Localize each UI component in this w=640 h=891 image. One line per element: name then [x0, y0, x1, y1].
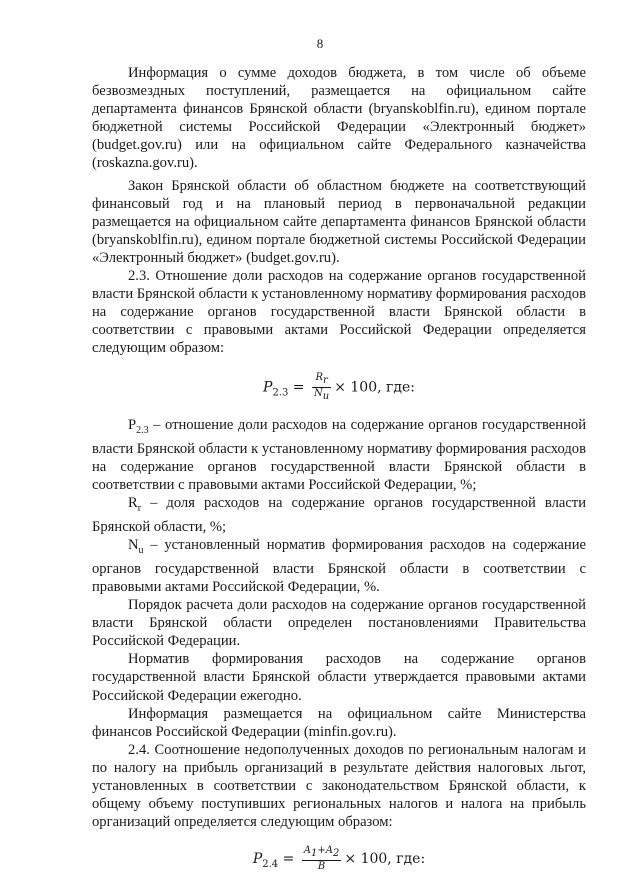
page-number: 8	[316, 36, 324, 51]
numerator-a1: A	[303, 845, 312, 857]
formula-denominator	[312, 388, 331, 403]
formula2-lhs-sub: 2.4	[262, 859, 279, 871]
formula-fraction	[312, 372, 331, 403]
numerator-plus: +	[317, 845, 326, 857]
numerator-a2: A	[325, 845, 334, 857]
denominator-symbol: N	[314, 387, 323, 399]
paragraph-calculation-order: Порядок расчета доли расходов на содержание органов государственной власти Брянской области определен постановлениями Правительства Российской Федерации.	[92, 597, 586, 650]
numerator-a2-sub: 2	[333, 848, 340, 860]
formula-numerator	[312, 372, 331, 388]
paragraph-budget-law-info: Закон Брянской области об областном бюджете на соответствующий финансовый год и на плановый период в первоначальной редакции размещается на официальном сайте департамента финансов Брянской области (bryanskoblfin.ru), едином портале бюджетной системы Российской Федерации «Электронный бюджет» (budget.gov.ru).	[92, 177, 586, 266]
def-n-text: – установленный норматив формирования расходов на содержание органов государственной власти Брянской области в соответствии с правовыми актами Российской Федерации, %.	[92, 536, 586, 595]
paragraph-def-n-u	[92, 536, 586, 596]
numerator-a1-sub: 1	[311, 848, 318, 860]
formula2-lhs: P	[252, 851, 263, 868]
symbol-p-sub: 2.3	[136, 424, 149, 436]
paragraph-section-2-3: 2.3. Отношение доли расходов на содержание органов государственной власти Брянской области к установленному нормативу формирования расходов на содержание органов государственной власти Брянской области в соответствии с правовыми актами Российской Федерации определяется следующим образом:	[92, 268, 586, 357]
symbol-r-sub: r	[137, 502, 142, 514]
def-r-text: – доля расходов на содержание органов государственной власти Брянской области, %;	[92, 494, 586, 535]
symbol-r: R	[128, 494, 138, 511]
symbol-n: N	[128, 536, 139, 553]
formula2-denominator	[302, 861, 342, 873]
formula-p-2-4	[92, 845, 586, 874]
paragraph-def-r-r	[92, 494, 586, 536]
denominator-b: B	[317, 861, 326, 873]
numerator-symbol: R	[315, 371, 323, 383]
formula2-fraction	[302, 845, 342, 873]
formula2-tail: × 100, где:	[344, 851, 426, 868]
formula-equals: =	[288, 379, 309, 395]
numerator-sub: r	[322, 374, 328, 386]
paragraph-minfin-info: Информация размещается на официальном сайте Министерства финансов Российской Федерации (minfin.gov.ru).	[92, 705, 586, 740]
paragraph-norm-approval: Норматив формирования расходов на содержание органов государственной власти Брянской области утверждается правовыми актами Российской Федерации ежегодно.	[92, 651, 586, 704]
formula-lhs-sub: 2.3	[272, 386, 289, 398]
def-p-text: – отношение доли расходов на содержание органов государственной власти Брянской области к установленному нормативу формирования расходов на содержание органов государственной власти Брянской области в соответствии с правовыми актами Российской Федерации, %;	[92, 416, 586, 493]
denominator-sub: u	[322, 390, 330, 402]
paragraph-section-2-4: 2.4. Соотношение недополученных доходов по региональным налогам и по налогу на прибыль организаций в результате действия налоговых льгот, установленных в соответствии с законодательством Брянской области, к общему объему поступивших региональных налогов и налога на прибыль организаций определяется следующим образом:	[92, 741, 586, 831]
formula-lhs: P	[263, 379, 273, 395]
symbol-p: P	[128, 416, 137, 433]
formula-p-2-3	[92, 372, 586, 403]
formula-tail: × 100, где:	[334, 379, 415, 395]
symbol-n-sub: u	[138, 544, 144, 556]
formula2-numerator	[302, 845, 342, 861]
formula2-equals: =	[278, 851, 299, 868]
document-body	[92, 64, 586, 887]
paragraph-budget-revenue-info: Информация о сумме доходов бюджета, в том числе об объеме безвозмездных поступлений, размещается на официальном сайте департамента финансов Брянской области (bryanskoblfin.ru), едином портале бюджетной системы Российской Федерации «Электронный бюджет» (budget.gov.ru) или на официальном сайте Федерального казначейства (roskazna.gov.ru).	[92, 65, 586, 172]
paragraph-def-p-2-3	[92, 416, 586, 494]
